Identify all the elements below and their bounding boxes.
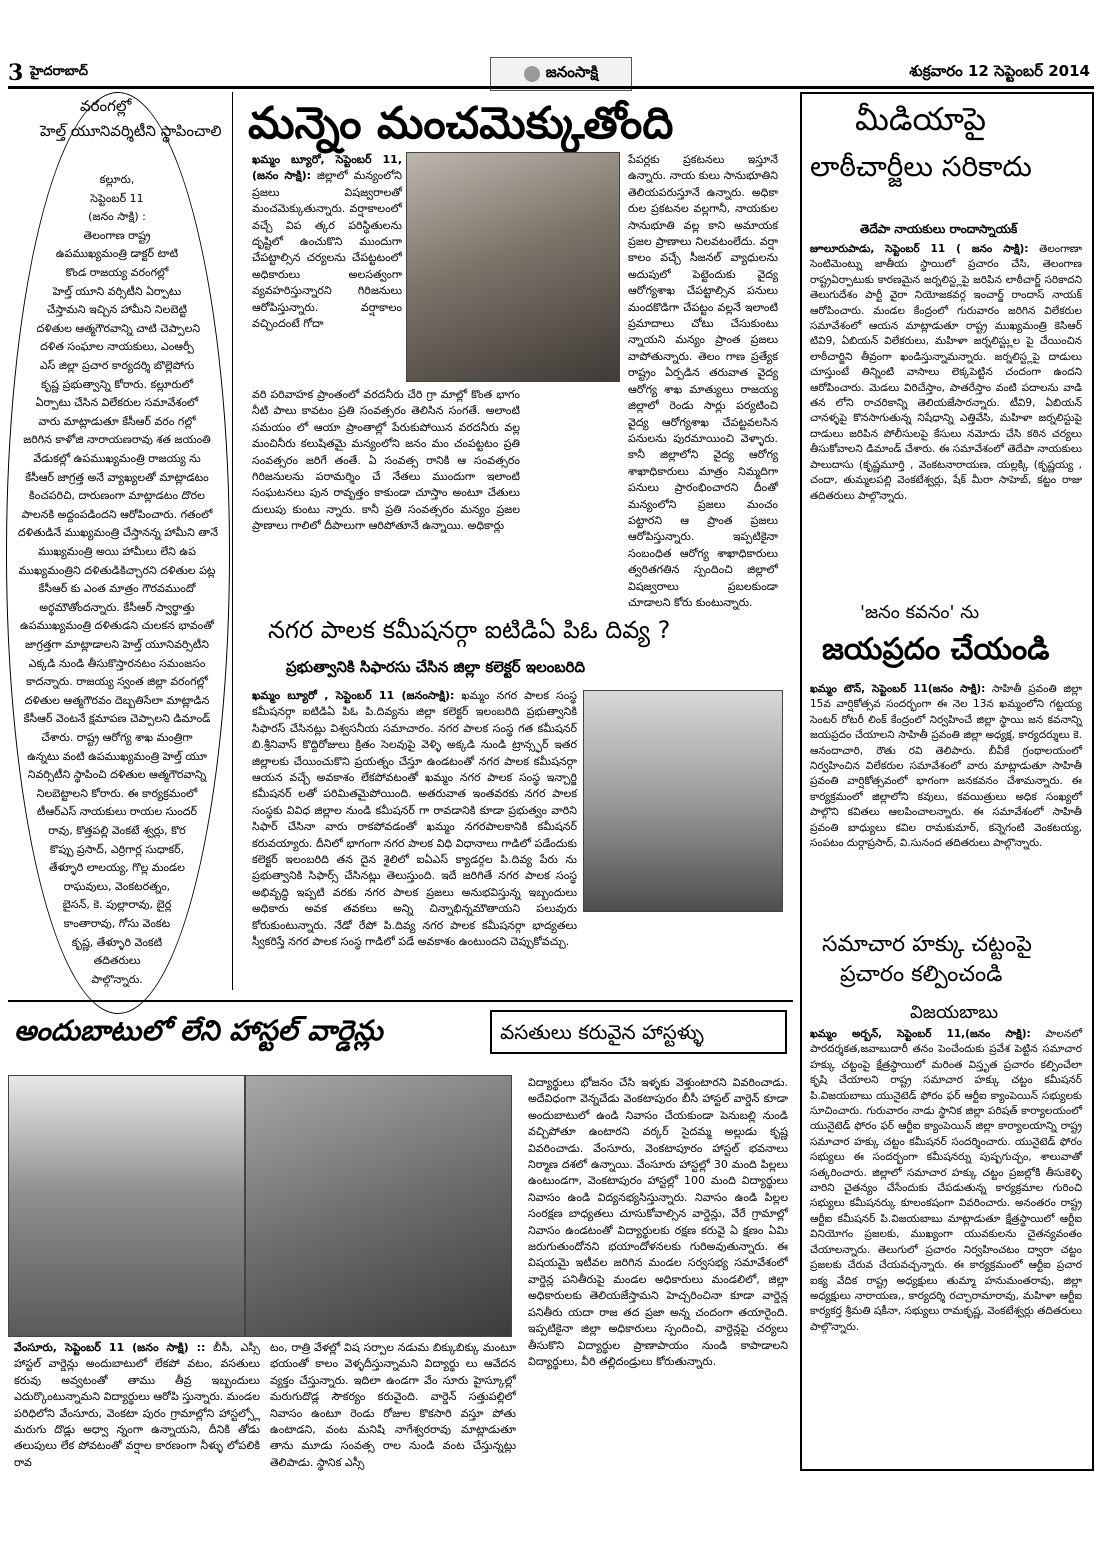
body-text: తెలంగాణా సెంటిమెంట్ను జాతీయ స్థాయిలో ప్రచారం చేసి, తెలంగాణ రాష్ట్రఏర్పాటుకు కారణమైన జర్నలిస్ట్లపై జరిపిన లాఠీచార్జ్ సరికాదని తెలుగుదేశం పార్టీ వైరా నియోజకవర్గ ఇంచార్జ్ రాందాస్ నాయక్ ఆరోపించారు. మండల కేంద్రంలో గురువారం జరిగిన విలేకరుల సమావేశంలో ఆయన మాట్లాడుతూ రాష్ట్ర ముఖ్యమంత్రి కెసిఆర్ టివి9, ఏబియన్ విలేకరులు, మహిళా జర్నలిస్ట్లుల పై చేయించిన లాఠీచార్జిని తీవ్రంగా ఖండిస్తున్నామన్నారు. జర్నలిస్ట్లపై దాడులు చూస్తుంటే తిన్నింటి వాసాలు లెక్కపెట్టిన చందంగా ఉందని ఆరోపించారు. మెడలు విరిచేస్తాం, పాతరేస్తాం వంటి పదాలను వాడి తన లోని రాచరికాన్ని తెలియజేసారన్నారు. టీవి9, ఏబియన్ చానళ్ళపై కొనసాగుతున్న నిషేధాన్ని ఎత్తివేసి, మహిళా జర్నలిస్టుపై దాడులు జరిపిన పోలీసులపై కేసులు నమోదు చేసి కఠిన చర్యలు తీసుకోవాలని డిమాండ్ చేశారు. ఈ సమావేశంలో తెదేపా నాయకులు పాలుదాసు (కృష్ణమూర్తి , వెంకటనారాయణ, యల్లక్కి (కృష్ణయ్య , చందా, తుమ్మలపల్లి వెంకటేశ్వర్లు, షేక్ మీరా సాహెబ్, కట్టం రాజు తదితరులు పాల్గొన్నారు. xyxy=(810,243,1082,502)
dateline-text: ఖమ్మం బ్యూరో , సెప్టెంబర్ 11 (జనంసాక్షి): xyxy=(252,689,455,702)
hostel-building-photo xyxy=(8,1075,245,1337)
oval-body-line: కేసీఆర్ వెంటనే క్షమాపణ చెప్పాలని డిమాండ్ xyxy=(23,712,211,726)
media-headline-1: మీడియాపై xyxy=(855,100,986,138)
oval-body-line: ఎక్కడి నుండి తీసుకొస్తారనటం సమంజసం xyxy=(28,656,206,670)
oval-body-line: చేశారు. రాష్ట్ర ఆరోగ్య శాఖ మంత్రిగా xyxy=(41,731,193,744)
logo-emblem-icon xyxy=(524,66,540,82)
oval-body-line: అర్థమౌతోందన్నారు. కేసీఆర్ స్వార్థాత్తు xyxy=(39,600,195,614)
body-col1: బీసీ, ఎస్సీ హాస్టల్ వార్డెన్లు అందుబాటులో లేకపో వటం, వసతులు కరువు అవ్వటంతో తాము తీవ్ర ఇబ్బందులు ఎదుర్కొంటున్నామని విద్యార్థులు ఆరోపి స్తున్నారు. మండల పరిధిలోని వేంసూరు, వెంకటా పురం గ్రామాల్లోని హాస్టల్స్లో మరుగు దొడ్లు అధ్వా న్నంగా ఉన్నాయని, దీనికి తోడు తలుపులు లేక పోవటంతో వర్షాల కారణంగా నీళ్ళు లోపలికి రావ xyxy=(14,1341,260,1469)
body-col1: జిల్లాలో మన్యంలోని ప్రజలు విషజ్వరాలతో మంచమెక్కుతున్నారు. వర్షాకాలంలో వచ్చే విప త్కర పరిస్థితులను దృష్టిలో ఉంచుకొని ముందుగా చేపట్టాల్సిన చర్యలను చేపట్టటంలో అధికారులు అలసత్వంగా వ్యవహరిస్తున్నారని గిరిజనులు ఆరోపిస్తున్నారు. వర్షాకాలం వచ్చిందంటే గోదా xyxy=(252,169,402,331)
dateline-text: ఖమ్మం అర్బన్, సెప్టెంబర్ 11,(జనం సాక్షి): xyxy=(810,1028,1031,1040)
rti-byline: విజయబాబు xyxy=(910,1002,999,1023)
oval-body-line: ఉపముఖ్యమంత్రి డాక్టర్ టాటి xyxy=(55,247,179,261)
oval-body-line: వేడుకల్లో ఉపముఖ్యమంత్రి రాజయ్య ను xyxy=(33,452,201,465)
masthead xyxy=(0,0,1100,92)
oval-body-line: (జనం సాక్షి) : xyxy=(88,210,146,224)
dateline xyxy=(252,152,402,332)
oval-body-line: తెలంగాణ రాష్ట్ర xyxy=(83,228,151,242)
rti-headline-1: సమాచార హక్కు చట్టంపై xyxy=(822,932,1032,957)
oval-body-line: దళితుల ఆత్మగౌరవం దెబ్బతిసేలా మాట్లాడిన xyxy=(24,693,210,707)
oval-body-line: దళితుడినే ముఖ్యమంత్రి చేస్తానన్న హామీని తానే xyxy=(17,526,219,540)
oval-body-line: ఉన్నటు వంటి ఉపముఖ్యమంత్రి హెల్త్ యూ xyxy=(27,749,207,763)
oval-body-line: ఏర్పాటు చేసిన విలేకరుల సమావేశంలో xyxy=(35,396,199,410)
oval-body-line: నిలబెట్టాలని కోరారు. ఈ కార్యక్రమంలో xyxy=(36,786,198,800)
oval-body-line: ఎస్ జిల్లా ప్రచార కార్యదర్శి బొల్లెపోగు xyxy=(39,359,195,372)
headline: అందుబాటులో లేని హాస్టల్ వార్డెన్లు xyxy=(14,1014,383,1047)
oval-body-line: వారు మాట్లాడుతూ కేసీఆర్ వరం గల్లో xyxy=(38,414,196,428)
oval-body-line: కించపరిచి, దారుణంగా మాట్లాడటం దొరల xyxy=(29,489,205,503)
media-subhead: తెదేపా నాయకులు రాందాస్నాయక్ xyxy=(860,222,1018,236)
body-text: ఖమ్మం నగర పాలక సంస్థ కమీషనర్గా ఐటిడిఏ పిఓ పి.దివ్యను జిల్లా కలెక్టర్ ఇలంబరిది ప్రభుత్వానికి సిఫారస్ చేసినట్లు విశ్వసనీయ సమాచారం. నగర పాలక సంస్థ గత కమీషనర్ బి.శ్రీనివాస్ కొద్దిరోజులు క్రితం సెలవుపై వెళ్ళి అక్కడి నుండి ట్రాన్స్ఫర్ ఇతర జిల్లాలకు చేయించుకొని ప్రయత్నం చేస్తూ ఉండటంతో నగర పాలక కమీషనర్గా ఆయన వచ్చే అవకాశం లేకపోవటంతో ఖమ్మం నగర పాలక సంస్థ ఇన్చార్జి కమీషనర్ లతో పరిమితమైపోయింది. అతరువాత ఇంతవరకు నగర పాలక సంస్థకు వివిధ జిల్లాల నుండి కమీషనర్ గా రావడానికి కూడా ప్రభుత్వం వారిని సిఫార్ చేసినా వారు రాకపోవడంతో ఖమ్మం నగరపాలకానికి కమీషనర్ కరువయ్యారు. దీనిలో భాగంగా నగర పాలక విధి విధానాలు గాడిలో పడేందుకు కలెక్టర్ ఇలంబరిది తన దైన శైలిలో ఐఏఎస్ క్యాడర్గల పి.దివ్య పేరు ను ప్రభుత్వానికి సిఫార్స్ చేసినట్లు తెలుస్తుంది. ఇదే జరిగితే నగర పాలక సంస్థ అభివృద్ధి ఇప్పటి వరకు నగర పాలక ప్రజలు అనుభవిస్తున్న ఇబ్బందులు అధికారు అవక తవకలు అన్ని చిన్నాభిన్నమౌతాయని పలువురు కోరుకుంటున్నారు. నేడో రేపో పి.దివ్య నగర పాలక కమీషనర్గా భాద్యతలు స్వీకరిస్తే నగర పాలక సంస్థ గాడిలో పడే అవకాశం ఉంటుందని చెప్పుకోవచ్చు. xyxy=(252,689,577,949)
oval-body-line: కొప్పు ప్రసాద్, ఎర్రిగార్ల సుధాకర్, xyxy=(49,842,185,856)
oval-body-line: టీఆర్ఎస్ నాయకులు రాయల సుందర్ xyxy=(36,805,198,819)
oval-body-line: దళితుల ఆత్మగౌరవాన్ని చాటి చెప్పాలని xyxy=(36,321,201,335)
oval-body-line: నివర్సిటీని స్థాపించి దళితుల ఆత్మగౌరవాన్ని xyxy=(27,768,207,782)
dateline-text: వేంసూరు, సెప్టెంబర్ 11 (జనం సాక్షి) :: xyxy=(14,1341,206,1354)
oval-body-line: కల్లూరు, xyxy=(99,173,135,186)
kavanam-headline-2: జయప్రదం చేయండి xyxy=(822,632,1050,667)
kavanam-headline-1: 'జనం కవనం' ను xyxy=(860,602,980,623)
dateline-text: ఖమ్మం టౌన్, సెప్టెంబర్ 11(జనం సాక్షి): xyxy=(810,683,986,695)
right-column xyxy=(800,92,1100,1562)
oval-body-line: కృష్ణ ప్రభుత్వాన్ని కోరారు. కల్లూరులో xyxy=(40,377,194,391)
oval-body-line: చేస్తామని ఇచ్చిన హామీని నిలబెట్టి xyxy=(46,303,188,317)
issue-date: శుక్రవారం 12 సెప్టెంబర్ 2014 xyxy=(909,62,1090,80)
oval-body-line: బైసన్, కె. పుల్లారావు, బైర్ల xyxy=(62,898,172,912)
oval-body-line: రావు, కొత్తపల్లి వెంకటే శ్వర్లు, కొర xyxy=(48,824,186,837)
oval-body-line: కేసీఆర్ జాగ్రత్త అనే వ్యాఖ్యలతో మాట్లాడటం xyxy=(25,470,209,484)
headline: నగర పాలక కమీషనర్గా ఐటిడిఏ పిఓ దివ్య ? xyxy=(268,616,671,644)
body-col3: పేపర్లకు ప్రకటనలు ఇస్తూనే ఉన్నారు. నాయ కులు సానుభూతిని తెలియపరుస్తూనే ఉన్నారు. అధికా రుల ప్రకటనల వల్లగానీ, నాయకుల సానుభూతి వల్ల కాని అమాయక ప్రజల ప్రాణాలు నిలవటంలేదు. వర్షా కాలం వచ్చే సీజనల్ వ్యాధులను అదుపులో పెట్టెందుకు వైద్య ఆరోగ్యశాఖ చేపట్టాల్సిన పనులు మందకొడిగా చేపట్టం వల్లనే ఇలాంటి ప్రమాదాలు చోటు చేసుకుంటు న్నాయని మన్యం ప్రాంత ప్రజలు వాపోతున్నారు. తెలం గాణ ప్రత్యేక రాష్ట్రం ఏర్పడిన తరువాత వైద్య ఆరోగ్య శాఖ మాత్యులు రాజయ్య జిల్లాలో రెండు సార్లు పర్యటించి వైద్య ఆరోగ్యశాఖ చేపట్టవలసిన పనులను పురమాయించి వెళ్ళారు. కానీ జిల్లాలోని వైద్య ఆరోగ్య శాఖాధికారులు మాత్రం నిమ్మదిగా పనులు ప్రారంభించారని దీంతో మన్యంలోని ప్రజలు మంచం పట్టారని ఆ ప్రాంత ప్రజలు ఆరోపిస్తున్నారు. ఇప్పటికైనా సంబంధిత ఆరోగ్య శాఖాధికారులు త్వరితగతిన స్పందించి జిల్లాలో విషజ్వరాలు ప్రబలకుండా చూడాలని కోరు కుంటున్నారు. xyxy=(628,153,778,609)
oval-body-line: హెల్త్ యూని వర్సిటీని ఏర్పాటు xyxy=(52,284,182,298)
body xyxy=(252,688,577,988)
oval-body-line: ముఖ్యమంత్రి అయి హామీలు లేని ఉప xyxy=(38,545,196,558)
oval-title-2: హెల్త్ యూనివర్శిటీని స్థాపించాలి xyxy=(40,122,222,140)
oval-body-line: దళిత సంఘాల నాయకులు, ఎంఆర్పీ xyxy=(40,340,194,354)
subhead: వసతులు కరువైన హాస్టళ్ళు xyxy=(500,1020,704,1044)
edition-city: హైదరాబాద్ xyxy=(30,64,88,79)
hostel-toilets-photo xyxy=(245,1075,512,1337)
rti-headline-2: ప్రచారం కల్పించండి xyxy=(840,962,1003,987)
page-number: 3 xyxy=(8,60,24,86)
officer-portrait-photo xyxy=(583,690,783,912)
oval-body-line: జాగ్రత్తగా మాట్లాడాలని హెల్త్ యూనివర్సిటీని xyxy=(25,638,209,651)
oval-body-line: కృష్ణ, తేళ్ళూరి వెంకటి xyxy=(71,935,163,949)
oval-body-line: సెప్టెంబర్ 11 xyxy=(90,191,144,205)
dateline-text: ఖమ్మం బ్యూరో, సెప్టెంబర్ 11, (జనం సాక్షి): xyxy=(252,153,402,183)
headline: మన్నెం మంచమెక్కుతోంది xyxy=(248,98,674,149)
oval-body-line: ముఖ్యమంత్రిని దళితుడికిచ్చారని దళితుల పట్ల xyxy=(18,563,216,577)
masthead-rule xyxy=(8,86,1094,89)
dateline-text: జూలూరుపాడు, సెప్టెంబర్ 11 ( జనం సాక్షి): xyxy=(810,243,1029,255)
article-divya xyxy=(238,612,793,997)
media-headline-2: లాఠీచార్జీలు సరికాదు xyxy=(810,150,1032,183)
article-manyam xyxy=(238,92,793,610)
sick-child-photo xyxy=(406,152,620,382)
left-oval-article xyxy=(0,92,235,1022)
oval-body-line: పాల్గొన్నారు. xyxy=(91,972,143,986)
oval-title-1: వరంగల్లో xyxy=(80,97,132,115)
col3: విద్యార్థులు భోజనం చేసి ఇళ్ళకు వెళ్తుంటారని వివరించాడు. అదేవిధంగా వెన్నచేడు వెంకటాపురం బీసీ హాస్టల్ వార్డెన్ కూడా అందుబాటులో ఉండి నివాసం చేయకుండా పెనుబల్లి నుండి వచ్చిపోతూ ఉంటారని వర్కర్ సైదమ్మ అల్లుడు కృష్ణ వివరించాడు. వేంసూరు, వెంకటాపూరం హాస్టల్ భవనాలు నిర్మాణ దశలో ఉన్నాయి. వేంసూరు హాస్టల్లో 30 మంది పిల్లలు ఉంటుండగా, వెంకటాపురం హాస్టల్లో 100 మంది విద్యార్థులు నివాసం ఉండి విద్యనభ్యసిస్తున్నారు. నివాసం ఉండి పిల్లల సంరక్షణ బాధ్యతలు చూసుకోవాల్సిన వార్డెన్లు, వేరే గ్రామాల్లో నివాసం ఉండటంతో విద్యార్థులకు రక్షణ కరువై ఏ క్షణం ఏమి జరుగుతుందోనని భయాందోళనలకు గురిఅవుతున్నారు. ఈ విషయమై ఇటీవల జరిగిన మండల సర్వసభ్య సమావేశంలో వార్డెన్ల పనితీరుపై మండల అధికారులు మండలిలో, జిల్లా అధికారులకు తెలియజేస్తామని హెచ్చరించినా కూడా వార్డెన్ల పనితీరు యదా రాజ తద ప్రజా అన్న చందంగా తయారైంది. ఇప్పటికైనా జిల్లా అధికారులు స్పందించి, వార్డెన్లపై చర్యలు తీసుకొని విద్యార్థుల ప్రాణాపాయం నుండి కాపాడాలని విద్యార్థులు, వీరి తల్లిదండ్రులు కోరుతున్నారు. xyxy=(528,1076,788,1368)
oval-body-line: తదితరులు xyxy=(93,954,141,968)
oval-body-line: కాంతారావు, గోసు వెంకట xyxy=(63,917,171,930)
article-hostel xyxy=(0,1000,800,1562)
oval-body-line: కాదన్నారు. రాజయ్య స్వంత జిల్లా వరంగల్లో xyxy=(26,675,208,689)
column-rule xyxy=(232,92,233,990)
oval-body-line: ఉపముఖ్యమంత్రి దళితుడని చులకన భావంతో xyxy=(19,619,214,633)
logo-text: జనంసాక్షి xyxy=(545,63,599,81)
oval-body-line: జరిగిన కాళోజి నారాయణరావు శత జయంతి xyxy=(23,433,211,447)
kavanam-body xyxy=(810,682,1082,936)
body-text: పాలనలో పారదర్శకత,జవాబుదారీ తనం పెంచేందుకు ప్రవేశ పెట్టిన సమాచార హక్కు చట్టంపై క్షేత్రస్థాయిలో మరింత విస్తృత ప్రచారం కల్పించేలా కృషి చేయాలని రాష్ట్ర సమాచార హక్కు చట్టం కమీషనర్ పి.విజయబాబు యునైటెడ్ ఫోరం ఫర్ ఆర్టీఐ క్యాంపెయిన్ సభ్యులకు సూచించారు. గురువారం నాడు స్థానిక జిల్లా పరిషత్ కార్యాలయంలో యునైటెడ్ ఫోరం ఫర్ ఆర్టీఐ క్యాంపెయిన్ జిల్లా కార్యాలయాన్ని రాష్ట్ర సమాచార హక్కు చట్టం కమీషనర్ సందర్శించారు. యునైటెడ్ ఫోరం సభ్యులు ఈ సందర్భంగా కమీషనర్ను పుష్పగుచ్ఛం, శాలువాతో సత్కరించారు. జిల్లాలో సమాచార హక్కు చట్టం ప్రజల్లోకి తీసుకెళ్ళి వారిని చైతన్యం చేసేందుకు చేపడుతున్న కార్యక్రమాల గురించి సభ్యులు కమీషనర్కు కూలంకషంగా వివరించారు. అనంతరం రాష్ట్ర ఆర్టీఐ కమీషనర్ పి.విజయబాబు మాట్లాడుతూ క్షేత్రస్థాయిలో ఆర్టీఐ వినియోగం ప్రజలకు, ముఖ్యంగా యువకులను చైతన్యవంతం చేయాలన్నారు. తెలుగులో ప్రచారం నిర్వహించటం ద్వారా చట్టం ప్రజలకు చేరువ చేయవచ్చన్నారు. ఈ కార్యక్రమంలో ఆర్టీఐ ప్రచార ఐక్య వేదిక రాష్ట్ర అధ్యక్షులు తుమ్మా హనుమంతరావు, జిల్లా అధ్యక్షులు నారాయణ,, కార్యదర్శి రచ్చారామారావు, మహిళా ఆర్టీఐ కార్యకర్త శ్రీమతి షకీనా, సభ్యులు రామకృష్ణ, వెంకటేశ్వర్లు తదితరులు పాల్గొన్నారు. xyxy=(810,1028,1082,1333)
oval-body-line: కేసీఆర్ కు ఎంత మాత్రం గౌరవముందో xyxy=(38,582,196,596)
oval-body-line: రాఘవులు, వెంకటరత్నం, xyxy=(63,879,171,893)
body-text: సాహితీ ప్రవంతి జిల్లా 15వ వార్షికోత్సవ సందర్భంగా ఈ నెల 13న ఖమ్మంలోని గట్టయ్య సెంటర్ రోటరీ లింక్ కేంద్రంలో నిర్వహించే జిల్లా స్థాయి జన కవనాన్ని జయప్రదం చేయాలని సాహితీ ప్రవంతి జిల్లా అధ్యక్ష, కార్యదర్శులు కె. ఆనందాచారి, రౌతు రవి తెలిపారు. బీవీకే గ్రంథాలయంలో నిర్వహించిన విలేకరుల సమావేశంలో వారు మాట్లాడుతూ సాహితీ ప్రవంతి వార్షికోత్సవంలో భాగంగా జనకవనం చేశామన్నారు. ఈ కార్యక్రమంలో జిల్లాలోని కవులు, కవయిత్రులు అధిక సంఖ్యలో పాల్గొని కవితలు ఆలపించాలన్నారు. ఈ సమావేశంలో సాహితీ ప్రవంతి బాధ్యులు కవిల రామకుమార్, కన్నెగంటి వెంకటయ్య, సంపటం దుర్గాప్రసాద్, వి.సునంద తదితరులు పాల్గొన్నారు. xyxy=(810,683,1082,850)
body-full: వరి పరివాహక ప్రాంతంలో వరదనీరు చేరి గ్రా మాల్లో కొంత భాగం నీటి పాలు కావటం ప్రతి సంవత్సరం తెలిసిన సంగతే. అలాంటి సమయం లో ఆయా ప్రాంతాల్లో పేరుకుపోయిన వరదనీరు వల్ల మంచినీరు కలుషితమై మన్యంలోని జనం మం చంపట్టటం ప్రతి సంవత్సరం జరిగే తంతే. ఏ సంవత్స రానికి ఆ సంవత్సరం గిరిజనులను పరామర్శిం చే నేతలు ముందుగా ఇలాంటి సంఘటనలు పున రావృత్తం కాకుండా చూస్తాం అంటూ చేతులు దులుపు కుంటు న్నారు. కానీ ప్రతి సంవత్సరం మన్యం ప్రజల ప్రాణాలు గాలిలో దీపాలుగా ఆరిపోతూనే ఉన్నాయి. అధికార్లు xyxy=(252,388,520,533)
col2: టం, రాత్రి వేళల్లో విష సర్పాల నడుమ బిక్కుబిక్కు మంటూ భయంతో కాలం వెళ్ళదీస్తున్నామని విద్యార్థు లు ఆవేదన వ్యక్తం చేస్తున్నారు. ఇదిలా ఉండగా వేం సూరు హైస్కూల్లో మరుగుదొడ్ల సౌకర్యం కరువైంది. వార్డెన్ సత్తుపల్లిలో నివాసం ఉంటూ రెండు రోజుల కొకసారి వస్తూ పోతు ఉంటాడని, వంట మనిషి నాగేశ్వరరావు మాట్లాడుతూ తాను మూడు సంవత్స రాల నుండి వంట చేస్తున్నట్లు తెలిపాడు. స్థానిక ఎస్సీ xyxy=(270,1341,516,1469)
col1 xyxy=(14,1340,260,1550)
media-body xyxy=(810,242,1082,592)
rti-body xyxy=(810,1027,1082,1457)
oval-body-line: తేళ్ళూరి లాలయ్య, గొల్ల మండల xyxy=(49,861,185,875)
subhead: ప్రభుత్వానికి సిఫారసు చేసిన జిల్లా కలెక్టర్ ఇలంబరిది xyxy=(286,658,586,676)
oval-body-line: పాలనకి అద్దంపడిందని ఆరోపించారు. గతంలో xyxy=(21,507,213,521)
oval-body-line: కొండ రాజయ్య వరంగల్లో xyxy=(65,266,169,279)
section-rule xyxy=(8,1000,793,1002)
